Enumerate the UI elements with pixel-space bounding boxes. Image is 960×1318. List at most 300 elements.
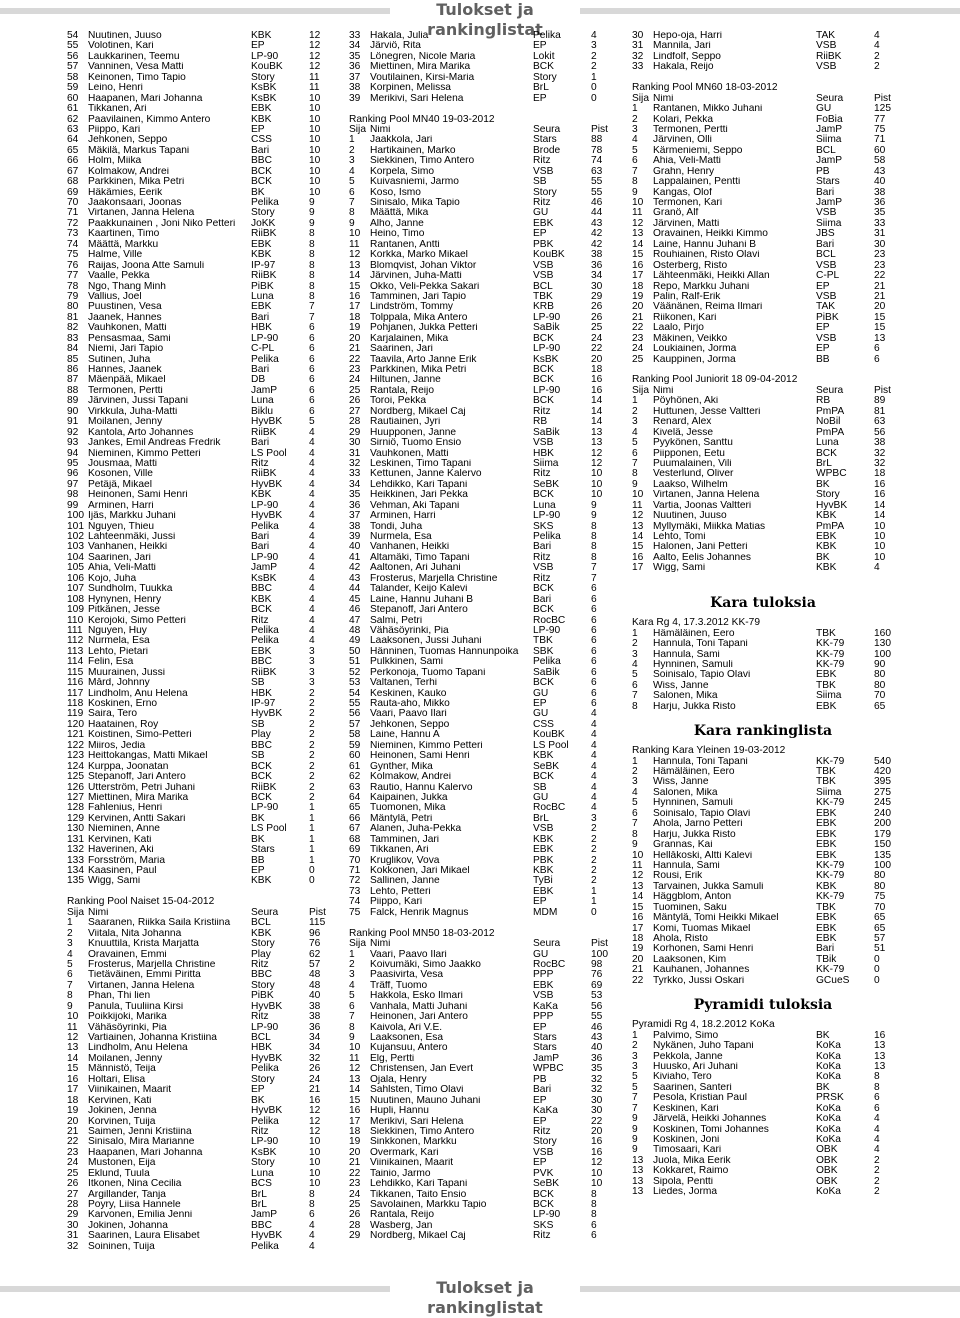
table-row xyxy=(67,146,329,156)
name-cell: Hynynen, Henry xyxy=(88,594,162,605)
club-cell: VSB xyxy=(533,437,554,449)
points-cell: 2 xyxy=(591,865,597,876)
rank-cell: 74 xyxy=(67,238,79,250)
club-cell: BCK xyxy=(533,332,554,344)
points-cell: 26 xyxy=(309,1063,321,1075)
name-cell: Felin, Esa xyxy=(88,657,134,668)
table-row xyxy=(67,866,329,876)
rank-cell: 56 xyxy=(349,708,361,720)
table-row xyxy=(67,365,329,375)
name-cell: Tyrkko, Jussi Oskari xyxy=(653,975,745,986)
club-cell: Luna xyxy=(251,395,274,407)
table-row xyxy=(632,1145,894,1155)
rank-cell: 47 xyxy=(349,614,361,626)
club-cell: HyvBK xyxy=(251,1000,283,1012)
points-cell: 2 xyxy=(591,50,597,62)
points-cell: 1 xyxy=(309,802,315,814)
rank-cell: 126 xyxy=(67,781,84,793)
club-cell: BCK xyxy=(251,791,272,803)
table-row xyxy=(67,1127,329,1137)
table-row xyxy=(67,490,329,500)
club-cell: FoBia xyxy=(816,113,843,125)
points-cell: 6 xyxy=(591,677,597,689)
table-row xyxy=(632,407,894,417)
points-cell: 48 xyxy=(309,969,321,981)
name-cell: Haatainen, Roy xyxy=(88,719,159,730)
table-row xyxy=(349,1221,611,1231)
points-cell: 10 xyxy=(874,531,886,542)
table-row xyxy=(632,840,894,850)
points-cell: 16 xyxy=(591,1146,603,1158)
name-cell: Ahia, Veli-Matti xyxy=(88,563,156,574)
rank-cell: 7 xyxy=(632,1092,638,1104)
rank-cell: 26 xyxy=(349,395,361,407)
points-cell: 40 xyxy=(309,990,321,1002)
rank-cell: 78 xyxy=(67,280,79,292)
name-cell: Ahia, Veli-Matti xyxy=(653,156,721,167)
club-cell: PB xyxy=(533,1073,547,1085)
club-cell: KoKa xyxy=(816,1050,841,1062)
rank-cell: 26 xyxy=(349,1209,361,1221)
table-row xyxy=(349,960,611,970)
table-row xyxy=(349,313,611,323)
club-cell: Ritz xyxy=(533,197,551,208)
rank-cell: 135 xyxy=(67,875,84,887)
club-cell: KK-79 xyxy=(816,891,845,903)
rank-cell: 15 xyxy=(632,249,644,261)
table-row xyxy=(67,83,329,93)
club-cell: LS Pool xyxy=(251,447,287,459)
name-cell: Rauta-aho, Mikko xyxy=(370,699,450,709)
points-cell: 4 xyxy=(591,729,597,741)
table-row xyxy=(349,1012,611,1022)
club-cell: VSB xyxy=(533,270,554,282)
points-cell: 30 xyxy=(591,1094,603,1106)
club-cell: SB xyxy=(251,677,265,689)
points-cell: 8 xyxy=(309,270,315,282)
points-cell: 13 xyxy=(874,332,886,344)
club-cell: HyvBK xyxy=(816,499,848,511)
table-row xyxy=(632,62,894,72)
club-cell: Pelika xyxy=(251,1063,279,1075)
club-cell: VSB xyxy=(533,562,554,574)
table-row xyxy=(67,668,329,678)
table-row xyxy=(67,626,329,636)
table-row xyxy=(349,125,611,135)
name-cell: Huttunen, Jesse Valtteri xyxy=(653,406,761,417)
club-cell: Pelika xyxy=(251,635,279,647)
rank-cell: 10 xyxy=(632,489,644,501)
name-cell: Järvelä, Heikki Johannes xyxy=(653,1114,767,1125)
table-row xyxy=(349,699,611,709)
table-row xyxy=(349,355,611,365)
section-heading: Pyramidi Rg 4, 18.2.2012 KoKa xyxy=(632,1019,775,1031)
club-cell: BCK xyxy=(251,176,272,188)
rank-cell: 17 xyxy=(632,922,644,934)
club-cell: Bari xyxy=(251,144,270,156)
rank-cell: 128 xyxy=(67,802,84,814)
points-cell: 2 xyxy=(874,1165,880,1177)
name-cell: Lehto, Petteri xyxy=(370,886,431,897)
club-cell: BCL xyxy=(251,917,271,929)
rank-cell: 23 xyxy=(349,364,361,375)
club-cell: VSB xyxy=(533,259,554,271)
table-row xyxy=(67,950,329,960)
rank-cell: 3 xyxy=(632,416,638,428)
points-cell: 179 xyxy=(874,828,891,840)
table-row xyxy=(67,856,329,866)
name-cell: Rantala, Reijo xyxy=(370,1210,434,1221)
points-cell: 540 xyxy=(874,755,891,767)
club-cell: BCK xyxy=(251,760,272,772)
points-cell: 40 xyxy=(874,176,886,188)
table-row xyxy=(349,188,611,198)
points-cell: 4 xyxy=(591,791,597,803)
rank-cell: 15 xyxy=(349,1094,361,1106)
name-cell: Kojo, Juha xyxy=(88,573,137,584)
table-row xyxy=(67,344,329,354)
table-row xyxy=(67,616,329,626)
points-cell: 12 xyxy=(309,30,321,41)
footer-title: Tulokset ja rankinglistat xyxy=(390,1278,580,1318)
rank-cell: 22 xyxy=(349,353,361,365)
rank-cell: 62 xyxy=(67,113,79,125)
club-cell: SeBK xyxy=(533,478,560,490)
table-row xyxy=(67,522,329,532)
name-cell: Sinkkonen, Markku xyxy=(370,1137,457,1148)
club-cell: Ritz xyxy=(533,405,551,417)
name-cell: Nieminen, Kimmo Petteri xyxy=(88,448,201,459)
club-cell: HyvBK xyxy=(251,1230,283,1242)
table-row xyxy=(67,271,329,281)
rank-cell: 83 xyxy=(67,332,79,344)
rank-cell: 75 xyxy=(67,249,79,261)
rank-cell: 6 xyxy=(632,447,638,459)
rank-cell: 2 xyxy=(67,927,73,939)
club-cell: TBK xyxy=(533,290,553,302)
table-row xyxy=(349,156,611,166)
club-cell: EBK xyxy=(816,912,837,924)
name-cell: Lähteenmäki, Heikki Allan xyxy=(653,271,770,282)
points-cell: 4 xyxy=(309,635,315,647)
table-row xyxy=(67,449,329,459)
club-cell: KBK xyxy=(251,927,272,939)
points-cell: 25 xyxy=(591,322,603,334)
table-row xyxy=(632,250,894,260)
points-cell: Pist xyxy=(591,938,608,950)
points-cell: 2 xyxy=(874,1154,880,1166)
rank-cell: 93 xyxy=(67,437,79,449)
club-cell: SaBik xyxy=(533,322,560,334)
club-cell: Story xyxy=(816,489,840,501)
club-cell: KBK xyxy=(533,750,554,762)
name-cell: Saaranen, Riikka Saila Kristiina xyxy=(88,918,231,929)
name-cell: Paavilainen, Kimmo Antero xyxy=(88,114,211,125)
club-cell: TBK xyxy=(816,627,836,639)
rank-cell: 17 xyxy=(349,1115,361,1127)
club-cell: VSB xyxy=(816,40,837,52)
section-heading: Kara Rg 4, 17.3.2012 KK-79 xyxy=(632,617,760,629)
name-cell: Wiss, Janne xyxy=(653,777,709,788)
rank-cell: 1 xyxy=(67,917,73,929)
table-row xyxy=(632,511,894,521)
club-cell: KouBK xyxy=(251,61,283,73)
points-cell: 2 xyxy=(591,833,597,845)
points-cell: 12 xyxy=(309,40,321,52)
table-row xyxy=(349,396,611,406)
points-cell: 7 xyxy=(309,311,315,323)
club-cell: Story xyxy=(251,979,275,991)
points-cell: 2 xyxy=(309,729,315,741)
club-cell: Stars xyxy=(533,134,557,146)
name-cell: Pitkänen, Jesse xyxy=(88,605,160,616)
table-row xyxy=(349,449,611,459)
table-row xyxy=(67,574,329,584)
points-cell: 65 xyxy=(874,912,886,924)
table-row xyxy=(632,1072,894,1082)
table-row xyxy=(632,542,894,552)
rank-cell: 38 xyxy=(349,520,361,532)
name-cell: Aalto, Eelis Johannes xyxy=(653,552,751,563)
rank-cell: 103 xyxy=(67,541,84,553)
club-cell: VSB xyxy=(533,165,554,177)
club-cell: KBK xyxy=(251,249,272,261)
points-cell: 12 xyxy=(591,447,603,459)
club-cell: RB xyxy=(816,395,831,407)
club-cell: KK-79 xyxy=(816,638,845,650)
table-row xyxy=(632,934,894,944)
name-cell: Järvinen, Jussi Tapani xyxy=(88,396,189,407)
name-cell: Rantala, Reijo xyxy=(370,385,434,396)
club-cell: TBik xyxy=(816,953,837,965)
club-cell: Ritz xyxy=(251,1125,269,1137)
rank-cell: 64 xyxy=(67,134,79,146)
table-row xyxy=(67,1012,329,1022)
club-cell: Ritz xyxy=(533,572,551,584)
club-cell: Siima xyxy=(816,134,842,146)
club-cell: Story xyxy=(251,1157,275,1169)
club-cell: C-PL xyxy=(816,270,840,282)
points-cell: 13 xyxy=(591,437,603,449)
club-cell: KsBK xyxy=(251,1146,277,1158)
table-row xyxy=(349,835,611,845)
points-cell: 6 xyxy=(309,353,315,365)
points-cell: 26 xyxy=(591,311,603,323)
club-cell: JBS xyxy=(816,228,835,240)
points-cell: 100 xyxy=(591,948,608,960)
rank-cell: 109 xyxy=(67,604,84,616)
points-cell: 9 xyxy=(591,499,597,511)
club-cell: Bari xyxy=(251,541,270,553)
name-cell: Pulkkinen, Sami xyxy=(370,657,444,668)
table-row xyxy=(349,428,611,438)
rank-cell: 127 xyxy=(67,791,84,803)
table-row xyxy=(349,1117,611,1127)
rank-cell: 4 xyxy=(632,426,638,438)
table-row xyxy=(349,1023,611,1033)
name-cell: Kauppinen, Jorma xyxy=(653,354,736,365)
rank-cell: 38 xyxy=(349,82,361,94)
rank-cell: 10 xyxy=(349,228,361,240)
name-cell: Vehman, Aki Tapani xyxy=(370,500,460,511)
rank-cell: 23 xyxy=(349,1178,361,1190)
name-cell: Arminen, Harri xyxy=(88,500,154,511)
rank-cell: 29 xyxy=(349,1230,361,1242)
rank-cell: 91 xyxy=(67,416,79,428)
club-cell: Pelika xyxy=(251,197,279,208)
rank-cell: 30 xyxy=(67,1219,79,1231)
points-cell: 38 xyxy=(309,1011,321,1023)
name-cell: Holm, Miika xyxy=(88,156,142,167)
name-cell: Wigg, Sami xyxy=(653,563,706,574)
rank-cell: 13 xyxy=(349,259,361,271)
name-cell: Volotinen, Kari xyxy=(88,41,154,52)
points-cell: 2 xyxy=(309,739,315,751)
points-cell: 13 xyxy=(874,1050,886,1062)
points-cell: 4 xyxy=(309,624,315,636)
table-row xyxy=(349,553,611,563)
club-cell: IP-97 xyxy=(251,698,276,709)
rank-cell: 17 xyxy=(67,1084,79,1096)
points-cell: 38 xyxy=(309,1000,321,1012)
rank-cell: 4 xyxy=(349,165,355,177)
club-cell: VSB xyxy=(533,990,554,1002)
name-cell: Poikkijoki, Marika xyxy=(88,1012,167,1023)
club-cell: EBK xyxy=(816,839,837,851)
table-row xyxy=(67,62,329,72)
club-cell: Lokit xyxy=(533,50,555,62)
table-row xyxy=(632,532,894,542)
club-cell: SB xyxy=(533,176,547,188)
table-row xyxy=(67,730,329,740)
name-cell: Puumalainen, Vili xyxy=(653,458,732,469)
club-cell: TAK xyxy=(816,30,836,41)
rank-cell: 61 xyxy=(349,760,361,772)
rank-cell: 71 xyxy=(349,865,361,876)
points-cell: 6 xyxy=(591,698,597,709)
club-cell: Siima xyxy=(816,786,842,798)
club-cell: EP xyxy=(251,123,265,135)
club-cell: EP xyxy=(533,92,547,104)
rank-cell: 3 xyxy=(349,155,355,167)
table-row xyxy=(67,918,329,928)
table-row xyxy=(349,438,611,448)
name-cell: Talander, Keijo Kalevi xyxy=(370,584,468,595)
rank-cell: 6 xyxy=(632,679,638,691)
club-cell: SB xyxy=(533,781,547,793)
points-cell: 8 xyxy=(591,1209,597,1221)
table-row xyxy=(632,882,894,892)
name-cell: Gynther, Mika xyxy=(370,761,433,772)
points-cell: 44 xyxy=(591,207,603,219)
name-cell: Koivumäki, Simo Jaakko xyxy=(370,959,481,970)
club-cell: PiBK xyxy=(251,990,274,1002)
points-cell: 7 xyxy=(591,562,597,574)
name-cell: Vanninen, Vesa Matti xyxy=(88,62,184,73)
name-cell: Nguyen, Thieu xyxy=(88,521,155,532)
table-row xyxy=(632,650,894,660)
table-row xyxy=(349,407,611,417)
club-cell: VSB xyxy=(816,290,837,302)
rank-cell: 60 xyxy=(349,750,361,762)
rank-cell: 3 xyxy=(632,123,638,135)
rank-cell: 1 xyxy=(349,134,355,146)
table-row xyxy=(67,929,329,939)
name-cell: Sutinen, Juha xyxy=(88,354,151,365)
rank-cell: 72 xyxy=(349,875,361,887)
rank-cell: 13 xyxy=(632,880,644,892)
name-cell: Nguyen, Huy xyxy=(88,625,147,636)
rank-cell: 20 xyxy=(349,1146,361,1158)
rank-cell: 13 xyxy=(67,1042,79,1054)
name-cell: Leino, Henri xyxy=(88,83,143,94)
rank-cell: 53 xyxy=(349,677,361,689)
points-cell: 2 xyxy=(309,708,315,720)
points-cell: 10 xyxy=(591,1167,603,1179)
table-row xyxy=(67,240,329,250)
name-cell: Nimi xyxy=(370,124,391,135)
rank-cell: 7 xyxy=(632,818,638,830)
points-cell: 2 xyxy=(309,791,315,803)
table-row xyxy=(349,845,611,855)
name-cell: Kaartinen, Timo xyxy=(88,229,160,240)
club-cell: EP xyxy=(251,865,265,876)
rank-cell: 4 xyxy=(67,948,73,960)
rank-cell: 8 xyxy=(67,990,73,1002)
points-cell: 2 xyxy=(874,1186,880,1198)
name-cell: Timosaari, Kari xyxy=(653,1145,722,1156)
table-row xyxy=(349,542,611,552)
rank-cell: 66 xyxy=(349,812,361,824)
club-cell: TBK xyxy=(816,901,836,913)
club-cell: RiiBK xyxy=(816,50,842,62)
name-cell: Ahola, Jarno Petteri xyxy=(653,819,743,830)
table-row xyxy=(67,908,329,918)
points-cell: 80 xyxy=(874,669,886,681)
name-cell: Juola, Mika Eerik xyxy=(653,1155,731,1166)
rank-cell: 46 xyxy=(349,604,361,616)
points-cell: 2 xyxy=(309,760,315,772)
club-cell: LP-90 xyxy=(533,1209,561,1221)
rank-cell: 31 xyxy=(632,40,644,52)
table-row xyxy=(67,428,329,438)
rank-cell: 73 xyxy=(349,885,361,897)
rank-cell: 57 xyxy=(67,61,79,73)
rank-cell: Sija xyxy=(632,92,649,104)
rank-cell: 5 xyxy=(632,437,638,449)
rank-cell: 22 xyxy=(67,1136,79,1148)
table-row xyxy=(349,208,611,218)
club-cell: BCK xyxy=(533,395,554,407)
rank-cell: 70 xyxy=(349,854,361,866)
name-cell: Laalo, Pirjo xyxy=(653,323,704,334)
points-cell: 4 xyxy=(309,499,315,511)
points-cell: 8 xyxy=(309,228,315,240)
rank-cell: 87 xyxy=(67,374,79,386)
name-cell: Alho, Janne xyxy=(370,218,424,229)
club-cell: Pelika xyxy=(533,30,561,41)
table-row xyxy=(67,250,329,260)
table-row xyxy=(349,1169,611,1179)
rank-cell: 27 xyxy=(349,405,361,417)
club-cell: BK xyxy=(816,1081,830,1093)
club-cell: BCL xyxy=(533,280,553,292)
table-row xyxy=(349,480,611,490)
rank-cell: 9 xyxy=(632,1113,638,1125)
club-cell: JamP xyxy=(816,197,843,208)
rank-cell: 2 xyxy=(632,1040,638,1052)
rank-cell: 33 xyxy=(349,30,361,41)
